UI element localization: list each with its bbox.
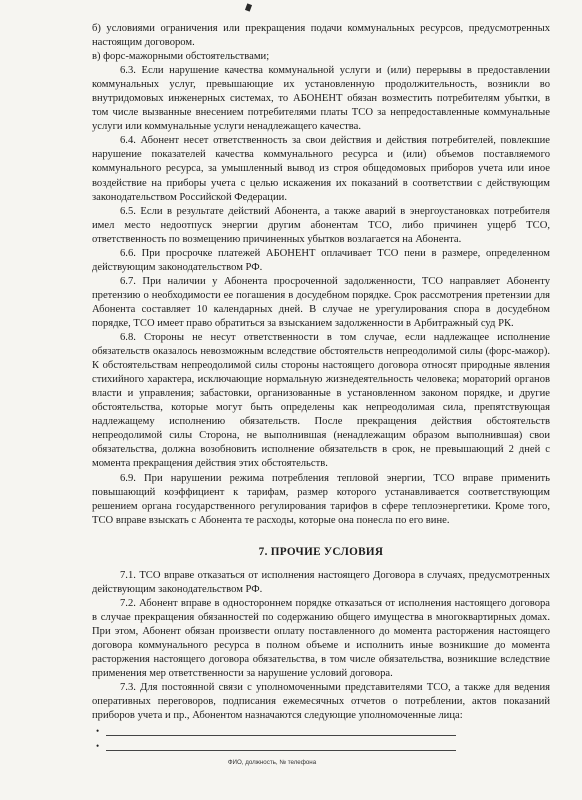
scan-mark [245,3,252,11]
clause-6-5: 6.5. Если в результате действий Абонента, а также аварий в энергоустановках потребителя имел место недоотпуск энергии другим абонентам ТСО, либо причинен ущерб ТСО, ответственность по возмещению причиненных убытков возлагается на Абонента. [92,205,550,245]
fill-in-rule-2 [106,741,456,751]
clause-6-8: 6.8. Стороны не несут ответственности в том случае, если надлежащее исполнение обязательств оказалось невозможным вследствие обстоятельств непреодолимой силы (форс-мажор). К обстоятельствам непреодолимой силы стороны настоящего договора относят природные явления стихийного характера, исключающие нормальную жизнедеятельность человека; мораторий органов власти и управления; забастовки, организованные в установленном законом порядке, и другие обстоятельства, которые могут быть определены как непреодолимая сила, препятствующая надлежащему исполнению обязательств. После прекращения действия обстоятельств непреодолимой силы Сторона, не выполнившая (ненадлежащим образом выполнившая) свои обязательства, должна возобновить исполнение обязательств в срок, не превышающий 2 дней с момента прекращения действия этих обстоятельств. [92,332,550,470]
signature-caption: ФИО, должность, № телефона [227,759,317,767]
section-7-heading: 7. ПРОЧИЕ УСЛОВИЯ [258,545,384,558]
clause-7-2: 7.2. Абонент вправе в одностороннем порядке отказаться от исполнения настоящего договора в случае прекращения обязанностей по содержанию общего имущества в многоквартирных домах. При этом, Абонент обязан произвести оплату поставленного до момента расторжения настоящего договора коммунального ресурса в полном объеме и исполнить иные возникшие до момента расторжения настоящего договора обязательства, в том числе обязательства, возникшие вследствие применения мер ответственности за нарушение условий договора. [92,597,550,680]
clause-6-9: 6.9. При нарушении режима потребления тепловой энергии, ТСО вправе применить повышающий коэффициент к тарифам, размер которого устанавливается соответствующим решением органа государственного регулирования тарифов в сфере теплоэнергетики. Кроме того, ТСО вправе взыскать с Абонента те расходы, которые она понесла по его вине. [92,472,550,526]
clause-6-4: 6.4. Абонент несет ответственность за свои действия и действия потребителей, повлекшие нарушение показателей качества коммунального ресурса и (или) объемов поставляемого коммунального ресурса, за умышленный вывод из строя общедомовых приборов учета или иное воздействие на приборы учета с целью искажения их показаний в соответствии с действующим законодательством Российской Федерации. [92,135,550,203]
bullet-2: • [96,741,100,752]
clause-7-3: 7.3. Для постоянной связи с уполномоченными представителями ТСО, а также для ведения оперативных переговоров, подписания ежемесячных отчетов о потреблении, актов показаний приборов учета и пр., Абонентом назначаются следующие уполномоченные лица: [92,682,550,722]
bullet-1: • [96,726,100,737]
representative-line-1[interactable] [96,726,456,736]
clause-6-7: 6.7. При наличии у Абонента просроченной задолженности, ТСО направляет Абоненту претензию о необходимости ее погашения в досудебном порядке. Срок рассмотрения претензии для Абонента составляет 10 календарных дней. В случае не урегулирования спора в досудебном порядке, ТСО имеет право обратиться за взысканием задолженности в Арбитражный суд РК. [92,275,550,329]
clause-7-1: 7.1. ТСО вправе отказаться от исполнения настоящего Договора в случаях, предусмотренных действующим законодательством РФ. [92,569,550,595]
fill-in-rule-1 [106,726,456,736]
representative-line-2[interactable] [96,741,456,751]
clause-6-2-item-v: в) форс-мажорными обстоятельствами; [92,51,270,63]
clause-6-2-item-b: б) условиями ограничения или прекращения подачи коммунальных ресурсов, предусмотренных настоящим договором. [92,23,550,49]
clause-6-6: 6.6. При просрочке платежей АБОНЕНТ оплачивает ТСО пени в размере, определенном действующим законодательством РФ. [92,247,550,273]
representatives-fill-in [92,724,550,767]
clause-6-3: 6.3. Если нарушение качества коммунальной услуги и (или) перерывы в предоставлении коммунальных услуг, превышающие их установленную продолжительность, возникли во внутридомовых инженерных системах, то АБОНЕНТ обязан возместить потребителям убытки, в том числе вызванные внесением потребителями платы ТСО за непредоставленные коммунальные услуги или коммунальные услуги ненадлежащего качества. [92,65,550,133]
